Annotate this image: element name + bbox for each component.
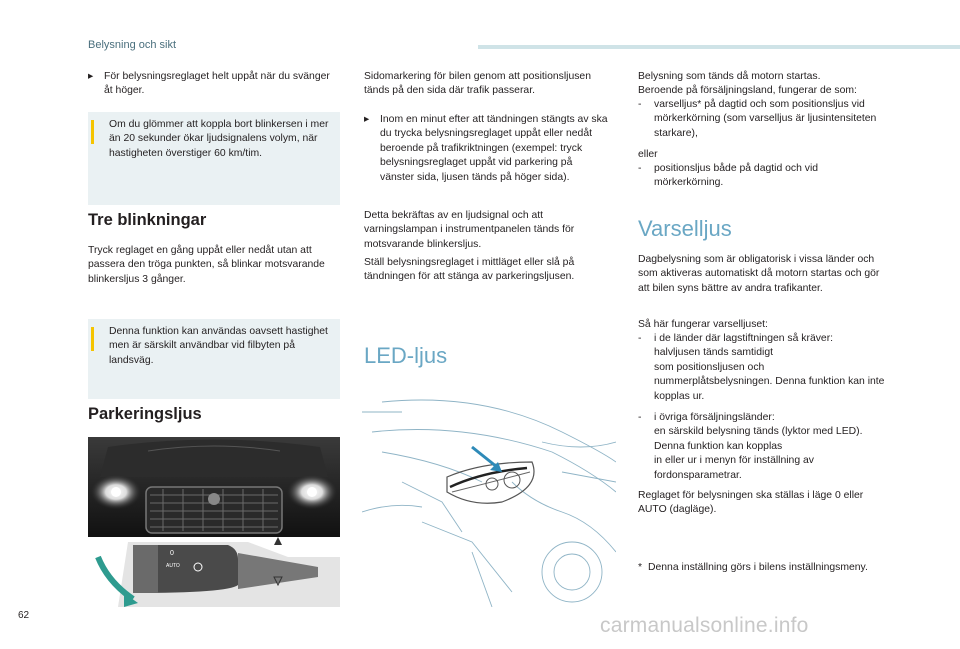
- col2-paragraph-1: Sidomarkering för bilen genom att positionsljusen tänds på den sida där trafik passerar.: [364, 71, 591, 97]
- col3-dash-item-2: - positionsljus både på dagtid och vid mörkerkörning.: [638, 162, 888, 191]
- col3-dash-item-4: - i övriga försäljningsländer: en särskild belysning tänds (lyktor med LED). Denna funktion kan kopplas in eller ur i menyn för inställning av fordonsparametrar.: [638, 412, 863, 481]
- col3-eller: eller: [638, 149, 658, 160]
- col3-dash-item-1: - varselljus* på dagtid och som positionsljus vid mörkerkörning (som varselljus är ljusintensiteten starkare),: [638, 98, 888, 141]
- dash-marker: -: [638, 333, 642, 344]
- car-front-illustration: [88, 437, 340, 537]
- light-stalk-image: [88, 537, 340, 607]
- note-box-1: [88, 112, 340, 205]
- dash-marker: -: [638, 412, 642, 423]
- heading-led-ljus: LED-ljus: [364, 343, 448, 368]
- arrow-marker-icon: ▸: [88, 71, 94, 82]
- stalk-label-0: 0: [170, 550, 174, 557]
- col3-paragraph-5: Reglaget för belysningen ska ställas i läge 0 eller AUTO (dagläge).: [638, 490, 864, 516]
- col3-paragraph-4: Så här fungerar varselljuset:: [638, 319, 768, 330]
- col1-paragraph-1: ▸ För belysningsreglaget helt uppåt när du svänger åt höger.: [88, 70, 338, 99]
- footnote-mark: *: [638, 562, 643, 573]
- car-led-illustration: [362, 392, 616, 607]
- section-title: Belysning och sikt: [88, 39, 177, 51]
- light-stalk-illustration: [88, 537, 340, 607]
- heading-varselljus: Varselljus: [638, 216, 732, 241]
- col3-paragraph-2: Beroende på försäljningsland, fungerar de som:: [638, 85, 857, 96]
- car-front-image: [88, 437, 340, 537]
- page-number: 62: [18, 610, 30, 621]
- heading-parkeringsljus: Parkeringsljus: [88, 405, 202, 423]
- watermark: carmanualsonline.info: [600, 614, 809, 637]
- stalk-label-auto: AUTO: [166, 563, 180, 569]
- note-icon: [91, 327, 94, 351]
- col2-paragraph-2: Detta bekräftas av en ljudsignal och att varningslampan i instrumentpanelen tänds för motsvarande blinkersljus.: [364, 210, 575, 250]
- note-text-1: Om du glömmer att koppla bort blinkersen i mer än 20 sekunder ökar ljudsignalens volym, när hastigheten överstiger 60 km/tim.: [109, 119, 329, 159]
- note-text-2: Denna funktion kan användas oavsett hastighet men är särskilt användbar vid filbyten på landsväg.: [109, 326, 328, 366]
- car-led-image: [362, 392, 616, 607]
- note-icon: [91, 120, 94, 144]
- heading-tre-blinkningar: Tre blinkningar: [88, 211, 207, 229]
- col2-paragraph-3: Ställ belysningsreglaget i mittläget eller slå på tändningen för att stänga av parkeringsljusen.: [364, 257, 575, 283]
- header-bar: [478, 45, 960, 49]
- dash-marker: -: [638, 163, 642, 174]
- col2-bullet-1: ▸ Inom en minut efter att tändningen stängts av ska du trycka belysningsreglaget uppåt eller nedåt beroende på trafikriktningen (exempel: tryck belysningsreglaget uppåt vid parkering på vänster sida, ljusen tänds på höger sida).: [364, 113, 609, 185]
- dash-marker: -: [638, 99, 642, 110]
- footnote: * Denna inställning görs i bilens inställningsmeny.: [638, 561, 888, 575]
- col1-paragraph-2: Tryck reglaget en gång uppåt eller nedåt utan att passera den tröga punkten, så blinkar motsvarande blinkersljus 3 gånger.: [88, 245, 325, 285]
- arrow-marker-icon: ▸: [364, 114, 370, 125]
- col3-dash-item-3: - i de länder där lagstiftningen så kräver: halvljusen tänds samtidigt som positionsljusen och nummerplåtsbelysningen. Denna funktion kan inte kopplas ur.: [638, 333, 885, 402]
- col3-paragraph-3: Dagbelysning som är obligatorisk i vissa länder och som aktiveras automatiskt då motorn startas och gör att bilen syns bättre av andra trafikanter.: [638, 254, 880, 294]
- note-box-2: [88, 319, 340, 399]
- col3-paragraph-1: Belysning som tänds då motorn startas.: [638, 71, 821, 82]
